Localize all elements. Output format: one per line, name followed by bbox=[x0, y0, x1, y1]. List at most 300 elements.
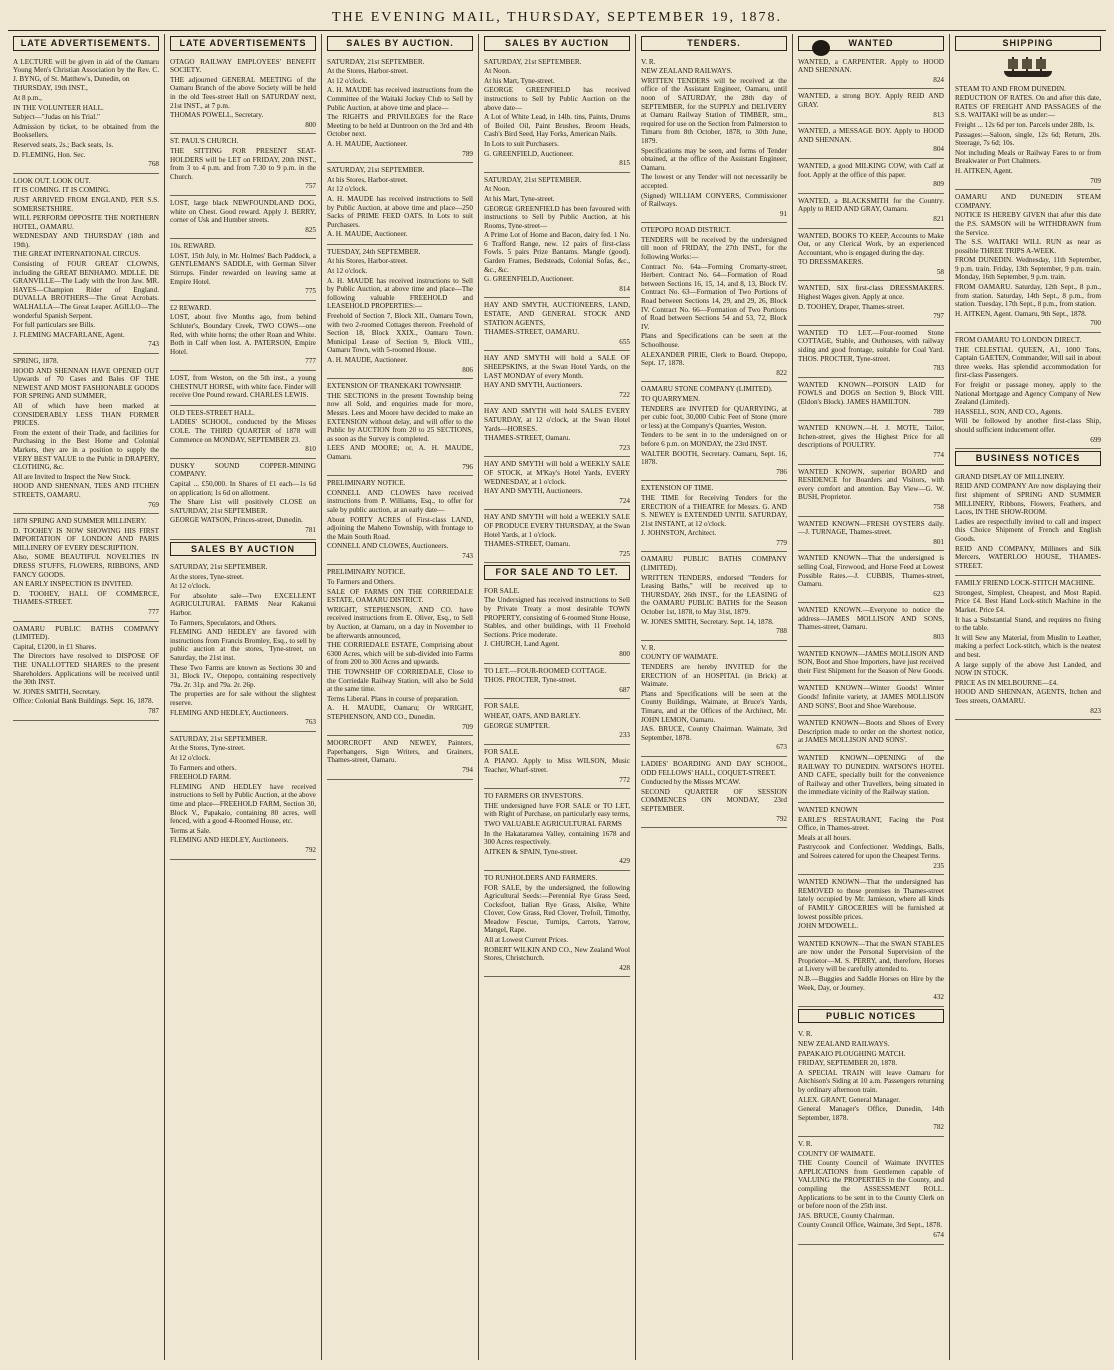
ad-line: WEDNESDAY AND THURSDAY (18th and 19th). bbox=[13, 232, 159, 249]
ad-number: 724 bbox=[619, 496, 630, 505]
ad-line: NOTICE IS HEREBY GIVEN that after this date the P.S. SAMSON will be WITHDRAWN from the Service. bbox=[955, 211, 1101, 237]
ad-line: 10s. REWARD. bbox=[170, 242, 216, 251]
ad-line: LOST, from Weston, on the 5th inst., a young CHESTNUT HORSE, with white face. Finder will receive One Pound reward. CHARLES LEWIS. bbox=[170, 374, 316, 400]
ad-line: To Farmers, Speculators, and Others. bbox=[170, 618, 277, 627]
ad-line: General Manager's Office, Dunedin, 14th September, 1878. bbox=[798, 1105, 944, 1122]
ad-number: 814 bbox=[619, 284, 630, 293]
ad-line: WANTED KNOWN—That the SWAN STABLES are now under the Personal Supervision of the Proprietor—M. S. PERRY, and, therefore, Horses at Livery will be carefully attended to. bbox=[798, 939, 944, 974]
ad-line: A LECTURE will be given in aid of the Oamaru Young Men's Christian Association by the Rev. C. J. BYNG, of St. Matthew's, Dunedin, on bbox=[13, 57, 159, 83]
ad-line: SATURDAY, 21st SEPTEMBER. bbox=[484, 57, 582, 66]
ad-line: G. GREENFIELD, Auctioneer. bbox=[484, 149, 574, 158]
ad-line: Consisting of FOUR GREAT CLOWNS, including the GREAT BENHAMO. MDLLE. DE GRANVILLE—The Lady with the Iron Jaw. MR. HAYES—Champion Rider of England. DUVALLA BROTHERS—The Great Acrobats. WALHALLA—The Great Leaper. AGILLO—The wonderful Spanish Serpent. bbox=[13, 260, 159, 320]
ad-line: Terms Liberal. Plans in course of preparation. bbox=[327, 694, 459, 703]
ad-line: WANTED TO LET.—Four-roomed Stone COTTAGE, Stable, and Outhouses, with railway siding and good frontage, suitable for Coal Yard. THOS. PROCTER, Tyne-street. bbox=[798, 328, 944, 363]
advertisement bbox=[641, 382, 787, 481]
ad-line: OTAGO RAILWAY EMPLOYEES' BENEFIT SOCIETY. bbox=[170, 57, 316, 75]
ad-line: V. R. bbox=[798, 1139, 813, 1148]
ad-line: A. H. MAUDE, Auctioneer. bbox=[327, 139, 408, 148]
ad-line: A large supply of the above Just Landed, and NOW IN STOCK. bbox=[955, 660, 1101, 678]
advertisement bbox=[955, 576, 1101, 720]
ad-number: 709 bbox=[462, 722, 473, 731]
ad-line: THURSDAY, 19th INST., bbox=[13, 84, 88, 93]
ad-line: THE TOWNSHIP OF CORRIEDALE, Close to the Corriedale Railway Station, will also be Sold at the same time. bbox=[327, 668, 473, 694]
ad-line: WANTED KNOWN—POISON LAID for FOWLS and DOGS on Section 9, Block VIII. (Eldon's Block). JAMES HAMILTON. bbox=[798, 380, 944, 406]
advertisement bbox=[641, 757, 787, 828]
ad-number: 800 bbox=[305, 120, 316, 129]
advertisement bbox=[170, 196, 316, 239]
advertisement bbox=[484, 664, 630, 700]
ad-line: WANTED, a good MILKING COW, with Calf at foot. Apply at the office of this paper. bbox=[798, 161, 944, 179]
section-header: SALES BY AUCTION bbox=[170, 542, 316, 557]
advertisement bbox=[170, 371, 316, 406]
ad-line: At the Stores, Harbor-street. bbox=[327, 67, 409, 76]
ad-line: £2 REWARD. bbox=[170, 303, 212, 312]
ad-line: FROM OAMARU TO LONDON DIRECT. bbox=[955, 336, 1082, 345]
advertisement bbox=[641, 552, 787, 640]
ad-number: 233 bbox=[619, 731, 630, 740]
ad-line: FOR SALE. bbox=[484, 586, 520, 595]
advertisement bbox=[170, 406, 316, 459]
ad-line: A. H. MAUDE has received instructions to Sell by Public Auction, at above time and place—The following valuable FREEHOLD and LEASEHOLD PROPERTIES:— bbox=[327, 276, 473, 311]
ad-line: Capital, £1200, in £1 Shares. bbox=[13, 642, 97, 651]
newspaper-column bbox=[165, 34, 322, 1360]
newspaper-column bbox=[793, 34, 950, 1360]
ad-line: WILL PERFORM OPPOSITE THE NORTHERN HOTEL, OAMARU. bbox=[13, 214, 159, 231]
advertisement bbox=[955, 190, 1101, 333]
advertisement bbox=[798, 751, 944, 803]
advertisement bbox=[798, 378, 944, 421]
ad-line: WANTED KNOWN—That the undersigned is selling Coal, Firewood, and Horse Feed at Lowest Possible Rates.—J. CUBBIS, Thames-street, Oamaru. bbox=[798, 554, 944, 589]
ink-blot bbox=[812, 40, 830, 56]
newspaper-column bbox=[950, 34, 1106, 1360]
ad-line: All of which have been marked at CONSIDERABLY LESS THAN FORMER PRICES. bbox=[13, 401, 159, 428]
ad-line: In the Hakataramea Valley, containing 1678 and 300 Acres respectively. bbox=[484, 829, 630, 847]
ad-line: EXTENSION OF TIME. bbox=[641, 484, 714, 493]
advertisement bbox=[798, 194, 944, 229]
advertisement bbox=[798, 1137, 944, 1245]
ad-line: THE adjourned GENERAL MEETING of the Oamaru Branch of the above Society will be held in the old Tees-street Hall on SATURDAY next, 21st INST., at 7 p.m. bbox=[170, 75, 316, 110]
advertisement bbox=[798, 551, 944, 603]
ad-line: The lowest or any Tender will not necessarily be accepted. bbox=[641, 173, 787, 190]
advertisement bbox=[170, 732, 316, 860]
ad-line: HASSELL, SON, AND CO., Agents. bbox=[955, 407, 1063, 416]
section-header: TENDERS. bbox=[641, 36, 787, 51]
ad-line: HAY AND SMYTH will hold SALES EVERY SATURDAY, at 12 o'clock, at the Swan Hotel Yards—HORSES. bbox=[484, 407, 630, 433]
advertisement bbox=[798, 229, 944, 282]
ad-line: COUNTY OF WAIMATE. bbox=[798, 1149, 876, 1158]
advertisement bbox=[955, 333, 1101, 449]
ad-line: Freight ... 12s 6d per ton. Parcels under 28lb, 1s. bbox=[955, 120, 1095, 129]
newspaper-column bbox=[322, 34, 479, 1360]
ad-number: 788 bbox=[776, 627, 787, 636]
ad-number: 723 bbox=[619, 443, 630, 452]
ad-line: LADIES' BOARDING AND DAY SCHOOL, ODD FELLOWS' HALL, COQUET-STREET. bbox=[641, 759, 787, 777]
ad-line: WANTED, SIX first-class DRESSMAKERS. Highest Wages given. Apply at once. bbox=[798, 284, 944, 302]
advertisement bbox=[955, 82, 1101, 191]
ad-line: D. TOOHEY, HALL OF COMMERCE, THAMES-STREET. bbox=[13, 589, 159, 607]
ad-number: 821 bbox=[933, 214, 944, 223]
ad-number: 722 bbox=[619, 390, 630, 399]
ad-number: 803 bbox=[933, 633, 944, 642]
advertisement bbox=[484, 510, 630, 563]
ad-number: 673 bbox=[776, 743, 787, 752]
section-header: WANTED bbox=[798, 36, 944, 51]
ad-line: LOOK OUT. LOOK OUT. bbox=[13, 176, 91, 185]
advertisement bbox=[798, 421, 944, 464]
advertisement bbox=[484, 871, 630, 978]
ad-line: SATURDAY, 21st SEPTEMBER. bbox=[327, 166, 425, 175]
ad-line: STEAM TO AND FROM DUNEDIN. bbox=[955, 84, 1066, 93]
ad-line: For freight or passage money, apply to the National Mortgage and Agency Company of New Zealand (Limited). bbox=[955, 381, 1101, 407]
ad-line: NEW ZEALAND RAILWAYS. bbox=[641, 67, 733, 76]
ad-line: Will be followed by another first-class Ship, should sufficient inducement offer. bbox=[955, 417, 1101, 434]
ad-number: 815 bbox=[619, 159, 630, 168]
ad-line: Conducted by the Misses M'CAW. bbox=[641, 778, 741, 787]
ad-line: MOORCROFT AND NEWEY, Painters, Paperhangers, Sign Writers, and Grainers, Thames-street, Oamaru. bbox=[327, 739, 473, 765]
ad-line: TO QUARRYMEN. bbox=[641, 394, 700, 403]
ad-line: EXTENSION OF TRANEKAKI TOWNSHIP. bbox=[327, 382, 462, 391]
ad-line: FOR SALE. bbox=[484, 702, 520, 711]
ad-line: WANTED KNOWN—OPENING of the RAILWAY TO DUNEDIN. WATSON'S HOTEL AND CAFE, specially built for the convenience of Railway and other Travellers, being situated in the immediate vicinity of the Railway station. bbox=[798, 754, 944, 797]
ad-line: PAPAKAIO PLOUGHING MATCH. bbox=[798, 1049, 906, 1058]
advertisement bbox=[484, 457, 630, 510]
ad-line: HOOD AND SHENNAN, TEES AND ITCHEN STREETS, OAMARU. bbox=[13, 482, 159, 499]
ad-number: 687 bbox=[619, 685, 630, 694]
ad-line: WHEAT, OATS, AND BARLEY. bbox=[484, 712, 581, 720]
ad-line: Ladies are respectfully invited to call and inspect this Choice Shipment of French and English Goods. bbox=[955, 517, 1101, 543]
ad-line: GEORGE GREENFIELD has received instructions to Sell by Public Auction on the above date— bbox=[484, 86, 630, 112]
ad-number: 823 bbox=[1090, 706, 1101, 715]
advertisement bbox=[327, 476, 473, 565]
ad-line: J. JOHNSTON, Architect. bbox=[641, 529, 717, 538]
ad-line: Meals at all hours. bbox=[798, 833, 852, 842]
ad-line: WANTED KNOWN.—H. J. MOTE, Tailor, Itchen-street, gives the Highest Price for all descriptions of POULTRY. bbox=[798, 424, 944, 450]
ad-line: These Two Farms are known as Sections 30 and 31, Block IV., Otepopo, containing respectively 79a. 2r. 31p. and 79a. 2r. 26p. bbox=[170, 663, 316, 689]
ad-line: THE CELESTIAL QUEEN, A1, 1000 Tons, Captain GAETEN, Commander, Will sail in about three weeks. Has splendid accommodation for first-class Passengers. bbox=[955, 345, 1101, 380]
ad-number: 429 bbox=[619, 857, 630, 866]
ad-number: 792 bbox=[776, 814, 787, 823]
ad-line: OLD TEES-STREET HALL. bbox=[170, 408, 255, 417]
ad-line: PRELIMINARY NOTICE. bbox=[327, 479, 406, 488]
ad-line: HAY AND SMYTH, Auctioneers. bbox=[484, 381, 583, 390]
ad-number: 757 bbox=[305, 182, 316, 191]
section-header: LATE ADVERTISEMENTS. bbox=[13, 36, 159, 51]
advertisement bbox=[170, 55, 316, 135]
ad-line: ALEX. GRANT, General Manager. bbox=[798, 1095, 901, 1104]
ad-line: FLEMING AND HEDLEY have received instructions to Sell by Public Auction, at the above time and place—FREEHOLD FARM, Section 30, Block V., Papakaio, containing 80 acres, well fenced, with a good 4-Roomed House, etc. bbox=[170, 782, 316, 826]
ad-line: PRICE AS IN MELBOURNE—£4. bbox=[955, 678, 1059, 687]
ad-line: OAMARU PUBLIC BATHS COMPANY (LIMITED). bbox=[641, 555, 787, 573]
ad-line: Reserved seats, 2s.; Back seats, 1s. bbox=[13, 140, 114, 149]
ad-line: Freehold of Section 7, Block XII., Oamaru Town, with two 2-roomed Cottages thereon. Freehold of Section 18, Block XXIX., Oamaru Town. Municipal Lease of Section 9, Block VIII., Oamaru Town, with 5-roomed House. bbox=[327, 312, 473, 355]
ad-line: THE TIME for Receiving Tenders for the ERECTION of a THEATRE for Messrs. G. AND S. NEWEY is EXTENDED UNTIL SATURDAY, 21st INSTANT, at 12 o'clock. bbox=[641, 493, 787, 528]
ad-line: W. JONES SMITH, Secretary. bbox=[13, 687, 101, 696]
advertisement bbox=[170, 239, 316, 301]
ad-line: H. AITKEN, Agent. Oamaru, 9th Sept., 1878. bbox=[955, 309, 1087, 318]
ad-number: 725 bbox=[619, 549, 630, 558]
ad-line: JAS. BRUCE, County Chairman. Waimate, 3rd September, 1878. bbox=[641, 725, 787, 742]
ad-line: The properties are for sale without the slightest reserve. bbox=[170, 690, 316, 707]
ad-line: To Farmers and Others. bbox=[327, 578, 395, 587]
ad-line: J. FLEMING MACFARLANE, Agent. bbox=[13, 330, 125, 339]
advertisement bbox=[170, 459, 316, 540]
ad-line: WANTED KNOWN—FRESH OYSTERS daily.—J. TURNAGE, Thames-street. bbox=[798, 519, 944, 537]
ad-line: PRELIMINARY NOTICE. bbox=[327, 568, 406, 577]
ad-line: WANTED, a strong BOY. Apply REID AND GRAY. bbox=[798, 92, 944, 109]
ad-line: Not including Meals or Railway Fares to or from Breakwater or Port Chalmers. bbox=[955, 148, 1101, 166]
ad-line: OAMARU PUBLIC BATHS COMPANY (LIMITED). bbox=[13, 624, 159, 642]
ad-line: WRIGHT, STEPHENSON, AND CO. have received instructions from E. Oliver, Esq., to Sell by Auction, at Oamaru, on a day in November to be afterwards announced, bbox=[327, 605, 473, 640]
advertisement bbox=[798, 875, 944, 937]
ad-line: WANTED KNOWN.—Everyone to notice the address—JAMES MOLLISON AND SONS, Thames-street, Oamaru. bbox=[798, 606, 944, 632]
ad-line: WANTED KNOWN—Boots and Shoes of Every Description made to order on the shortest notice, at JAMES MOLLISON AND SONS'. bbox=[798, 719, 944, 745]
advertisement bbox=[13, 174, 159, 354]
ad-line: LADIES' SCHOOL, conducted by the Misses COLE. The THIRD QUARTER of 1878 will Commence on MONDAY, SEPTEMBER 23. bbox=[170, 418, 316, 444]
advertisement bbox=[327, 245, 473, 379]
ad-line: At his Stores, Harbor-street. bbox=[327, 257, 408, 266]
advertisement bbox=[327, 379, 473, 476]
ad-number: 700 bbox=[1090, 319, 1101, 328]
advertisement bbox=[484, 55, 630, 173]
ad-number: 763 bbox=[305, 718, 316, 727]
ad-line: AN EARLY INSPECTION IS INVITED. bbox=[13, 580, 133, 589]
ad-line: Specifications may be seen, and forms of Tender obtained, at the office of the Assistant Engineer, Oamaru. bbox=[641, 146, 787, 172]
advertisement bbox=[641, 55, 787, 224]
ad-line: REDUCTION OF RATES. On and after this date, RATES OF FREIGHT AND PASSAGES of the S.S. WAITAKI will be as under:— bbox=[955, 94, 1101, 120]
ad-line: THE County Council of Waimate INVITES APPLICATIONS from Gentlemen capable of VALUING the PROPERTIES in the County, and compiling the ASSESSMENT ROLL. Applications to be sent in to the County Clerk on or before noon of the 25th inst. bbox=[798, 1159, 944, 1211]
ad-line: GEORGE SUMPTER. bbox=[484, 721, 550, 730]
advertisement bbox=[13, 622, 159, 721]
ad-number: 775 bbox=[305, 287, 316, 296]
advertisement bbox=[484, 789, 630, 871]
ad-line: EARLE'S RESTAURANT, Facing the Post Office, in Thames-street. bbox=[798, 815, 944, 833]
ad-line: At his Mart, Tyne-street. bbox=[484, 76, 555, 85]
advertisement bbox=[170, 134, 316, 196]
ad-line: (Signed) WILLIAM CONYERS, Commissioner of Railways. bbox=[641, 191, 787, 209]
ad-line: SECOND QUARTER OF SESSION COMMENCES ON MONDAY, 23rd SEPTEMBER. bbox=[641, 787, 787, 813]
advertisement bbox=[798, 681, 944, 716]
ad-line: JUST ARRIVED FROM ENGLAND, PER S.S. SOMERSETSHIRE. bbox=[13, 195, 159, 213]
section-header: SALES BY AUCTION. bbox=[327, 36, 473, 51]
ad-line: THOMAS POWELL, Secretary. bbox=[170, 111, 264, 120]
ad-line: TUESDAY, 24th SEPTEMBER. bbox=[327, 247, 421, 256]
advertisement bbox=[798, 55, 944, 90]
ad-line: Capital ... £50,000. In Shares of £1 each—1s 6d on application; 1s 6d on allotment. bbox=[170, 479, 316, 497]
ad-line: W. JONES SMITH, Secretary. Sept. 14, 1878. bbox=[641, 617, 774, 626]
ad-line: THE SECTIONS in the present Township being now all Sold, and enquiries made for more, Messrs. Lees and Moore have decided to make an EXTENSION without delay, and will offer to the Public by AUCTION from 20 to 25 SECTIONS, as soon as the Survey is completed. bbox=[327, 391, 473, 443]
ad-line: LEES AND MOORE; or, A. H. MAUDE, Oamaru. bbox=[327, 444, 473, 461]
ad-line: FOR SALE, by the undersigned, the following Agricultural Seeds:—Perennial Rye Grass Seed, Cocksfoot, Italian Rye Grass, Alsike, White Clover, Cow Grass, Red Clover, Trefoil, Timothy, Meadow Fescue, Turnips, Carrots, Yarrow, Mangel, Rape. bbox=[484, 883, 630, 935]
ad-line: ALEXANDER PIRIE, Clerk to Board. Otepopo, Sept. 17, 1878. bbox=[641, 350, 787, 368]
ad-line: THE undersigned have FOR SALE or TO LET, with Right of Purchase, on particularly easy terms, bbox=[484, 801, 630, 819]
ship-illustration bbox=[998, 55, 1058, 79]
ad-line: Pastrycook and Confectioner. Weddings, Balls, and Soirees catered for upon the Cheapest Terms. bbox=[798, 843, 944, 860]
ad-line: To Farmers and others. bbox=[170, 763, 237, 772]
advertisement bbox=[798, 281, 944, 325]
ad-line: Admission by ticket, to be obtained from the Booksellers. bbox=[13, 122, 159, 140]
ad-line: SATURDAY, 21st SEPTEMBER. bbox=[170, 563, 268, 572]
newspaper-column bbox=[479, 34, 636, 1360]
ad-line: FREEHOLD FARM. bbox=[170, 773, 231, 782]
ad-line: Subject—"Judas on his Trial." bbox=[13, 113, 100, 122]
ad-line: Strongest, Simplest, Cheapest, and Most Rapid. Price £4. Best Hand Lock-stitch Machine in the Market. Price £4. bbox=[955, 588, 1101, 615]
ad-line: DUSKY SOUND COPPER-MINING COMPANY. bbox=[170, 461, 316, 479]
ad-number: 783 bbox=[933, 364, 944, 373]
ad-line: TO RUNHOLDERS AND FARMERS. bbox=[484, 873, 598, 882]
ad-line: GEORGE GREENFIELD has been favoured with instructions to Sell by Public Auction, at his Rooms, Tyne-street— bbox=[484, 204, 630, 230]
ad-line: WALTER BOOTH, Secretary. Oamaru, Sept. 16, 1878. bbox=[641, 449, 787, 467]
ad-line: WANTED, a CARPENTER. Apply to HOOD AND SHENNAN. bbox=[798, 57, 944, 75]
section-header: LATE ADVERTISEMENTS bbox=[170, 36, 316, 51]
ad-line: TO LET.—FOUR-ROOMED COTTAGE. bbox=[484, 666, 607, 675]
ad-line: REID AND COMPANY, Milliners and Silk Mercers, WATERLOO HOUSE, THAMES-STREET. bbox=[955, 544, 1101, 570]
ad-line: FROM DUNEDIN. Wednesday, 11th September, 9 p.m. train. Friday, 13th September, 9 p.m. train. Monday, 16th September, 9 p.m. train. bbox=[955, 256, 1101, 282]
ad-line: A. H. MAUDE has received instructions from the Committee of the Waitaki Jockey Club to Sell by Public Auction, at above time and place— bbox=[327, 86, 473, 112]
ad-number: 797 bbox=[933, 312, 944, 321]
ad-line: All are Invited to Inspect the New Stock. bbox=[13, 472, 131, 481]
ad-number: 787 bbox=[148, 706, 159, 715]
ad-line: WRITTEN TENDERS will be received at the office of the Assistant Engineer, Oamaru, until noon of SATURDAY, the 28th day of SEPTEMBER, for the SUPPLY and DELIVERY at Oamaru Railway Station of TIMBER, stm., required for use on the Section from Palmerston to Timaru from 8th October, 1878, to 30th June, 1879. bbox=[641, 76, 787, 145]
ad-line: G. GREENFIELD, Auctioneer. bbox=[484, 275, 574, 284]
ad-line: D. FLEMING, Hon. Sec. bbox=[13, 150, 86, 159]
ad-line: WANTED KNOWN—JAMES MOLLISON AND SON, Boot and Shoe Importers, have just received their First Shipment for the Season of New Goods. bbox=[798, 649, 944, 675]
ad-line: J. CHURCH, Land Agent. bbox=[484, 640, 560, 649]
ad-number: 809 bbox=[933, 180, 944, 189]
ad-line: LOST, large black NEWFOUNDLAND DOG, white on Chest. Good reward. Apply J. BERRY, corner of Usk and Humber streets. bbox=[170, 198, 316, 225]
ad-number: 789 bbox=[462, 149, 473, 158]
ad-line: SATURDAY, 21st SEPTEMBER. bbox=[170, 734, 268, 743]
advertisement bbox=[484, 699, 630, 744]
ad-line: WRITTEN TENDERS, endorsed "Tenders for Leasing Baths," will be received up to THURSDAY, 26th INST., for the LEASING of the OAMARU PUBLIC BATHS for the Season October 1st, 1878, to May 31st, 1879. bbox=[641, 573, 787, 617]
ad-line: H. AITKEN, Agent. bbox=[955, 166, 1013, 175]
ad-line: HAY AND SMYTH, AUCTIONEERS, LAND, ESTATE, AND GENERAL STOCK AND STATION AGENTS, bbox=[484, 301, 630, 327]
ad-number: 769 bbox=[148, 500, 159, 509]
ad-line: The Directors have resolved to DISPOSE OF THE UNALLOTTED SHARES to the present Shareholders. Applications will be received until the 30th INST. bbox=[13, 652, 159, 687]
ad-line: OAMARU STONE COMPANY (LIMITED). bbox=[641, 385, 773, 394]
ad-line: A Prime Lot of Home and Bacon, dairy fed. 1 No. 6 Trafford Range, new. 12 pairs of first-class Fowls. 5 pairs Prize Bantams. Mangle (good). Garden Frames, Bedsteads, Colonial Sofas, &c., &c., &c. bbox=[484, 231, 630, 274]
ad-line: SPRING, 1878. bbox=[13, 357, 59, 365]
ad-line: AITKEN & SPAIN, Tyne-street. bbox=[484, 847, 578, 856]
ad-number: 789 bbox=[933, 407, 944, 416]
ad-number: 709 bbox=[1090, 176, 1101, 185]
advertisement bbox=[484, 404, 630, 457]
advertisement bbox=[13, 354, 159, 514]
ad-line: TENDERS will be received by the undersigned till noon of FRIDAY, the 27th INST., for the following Works:— bbox=[641, 235, 787, 262]
newspaper-column bbox=[8, 34, 165, 1360]
ad-number: 824 bbox=[933, 75, 944, 84]
ad-line: D. TOOHEY, Draper, Thames-street. bbox=[798, 302, 905, 311]
ad-line: THAMES-STREET, Oamaru. bbox=[484, 434, 571, 443]
ad-line: JAS. BRUCE, County Chairman. bbox=[798, 1211, 895, 1220]
ad-number: 58 bbox=[936, 267, 944, 276]
ad-line: At 12 o'clock. bbox=[327, 267, 368, 276]
ad-number: 813 bbox=[933, 110, 944, 119]
ad-line: V. R. bbox=[798, 1030, 813, 1039]
ad-line: A. H. MAUDE has received instructions to Sell by Public Auction, at above time and place—250 Sacks of PRIME FEED OATS. In Lots to suit Purchasers. bbox=[327, 194, 473, 229]
advertisement bbox=[798, 803, 944, 875]
ad-line: 1878 SPRING AND SUMMER MILLINERY. bbox=[13, 517, 147, 526]
ad-line: V. R. bbox=[641, 57, 656, 66]
ad-number: 786 bbox=[776, 467, 787, 476]
advertisement bbox=[798, 1027, 944, 1137]
ad-line: FOR SALE. bbox=[484, 747, 520, 756]
ad-line: FLEMING AND HEDLEY, Auctioneers. bbox=[170, 708, 289, 717]
ad-line: Terms at Sale. bbox=[170, 826, 211, 835]
advertisement bbox=[170, 560, 316, 732]
ad-line: SALE OF FARMS ON THE CORRIEDALE ESTATE, OAMARU DISTRICT. bbox=[327, 587, 473, 605]
ad-line: At his Stores, Harbor-street. bbox=[327, 175, 408, 184]
ad-line: SATURDAY, 21st SEPTEMBER. bbox=[484, 175, 582, 184]
ad-number: 623 bbox=[933, 589, 944, 598]
ad-line: At the Stores, Tyne-street. bbox=[170, 744, 246, 753]
ad-line: Contract No. 64a—Forming Cromarty-street, Herbert. Contract No. 64—Formation of Road between Sections 16, 15, 14, and 8, 13, Block IV. Contract No. 63—Formation of Two Portions of Road between Sections 14, 29, and 29, 26, Block IV. Contract No. 66—Formation of Two Portions of Road between Sections 54 and 53, 72, Block IV. bbox=[641, 262, 787, 331]
ad-line: TWO VALUABLE AGRICULTURAL FARMS bbox=[484, 819, 622, 828]
ad-line: TO DRESSMAKERS. bbox=[798, 258, 864, 267]
ad-line: Passages:—Saloon, single, 12s 6d; Return, 20s. Steerage, 7s 6d; 10s. bbox=[955, 130, 1101, 148]
ad-number: 796 bbox=[462, 462, 473, 471]
ad-line: IN THE VOLUNTEER HALL. bbox=[13, 103, 104, 112]
ad-line: ROBERT WILKIN AND CO., New Zealand Wool Stores, Christchurch. bbox=[484, 945, 630, 963]
ad-line: At 12 o'clock. bbox=[170, 582, 211, 591]
advertisement bbox=[798, 603, 944, 646]
advertisement bbox=[798, 647, 944, 682]
ad-number: 768 bbox=[148, 160, 159, 169]
advertisement bbox=[641, 641, 787, 757]
ad-number: 801 bbox=[933, 537, 944, 546]
ad-line: GRAND DISPLAY OF MILLINERY. bbox=[955, 472, 1065, 481]
section-header: FOR SALE AND TO LET. bbox=[484, 565, 630, 580]
ad-line: The S.S. WAITAKI WILL RUN as near as possible THREE TRIPS A-WEEK. bbox=[955, 238, 1101, 255]
advertisement bbox=[798, 465, 944, 517]
ad-line: HAY AND SMYTH, Auctioneers. bbox=[484, 487, 583, 496]
ad-line: At 8 p.m., bbox=[13, 93, 42, 102]
ad-line: WANTED, a MESSAGE BOY. Apply to HOOD AND SHENNAN. bbox=[798, 127, 944, 144]
advertisement bbox=[484, 173, 630, 299]
ad-line: N.B.—Buggies and Saddle Horses on Hire by the Week, Day, or Journey. bbox=[798, 975, 944, 992]
ad-line: COUNTY OF WAIMATE. bbox=[641, 653, 719, 662]
masthead: THE EVENING MAIL, THURSDAY, SEPTEMBER 19, 1878. bbox=[332, 10, 782, 25]
ad-line: A. H. MAUDE, Oamaru; Or WRIGHT, STEPHENSON, AND CO., Dunedin. bbox=[327, 704, 473, 721]
section-header: PUBLIC NOTICES bbox=[798, 1009, 944, 1024]
ad-line: The Undersigned has received instructions to Sell by Private Treaty a most desirable TOWN PROPERTY, consisting of 6-roomed Stone House, Stables, and other buildings, with 11 Freehold Sections. Price moderate. bbox=[484, 596, 630, 639]
ad-number: 777 bbox=[148, 608, 159, 617]
advertisement bbox=[13, 514, 159, 622]
ad-line: OTEPOPO ROAD DISTRICT. bbox=[641, 226, 731, 235]
ad-line: THE GREAT INTERNATIONAL CIRCUS. bbox=[13, 250, 141, 259]
ad-line: At Noon. bbox=[484, 67, 511, 76]
advertisement bbox=[798, 517, 944, 552]
ad-number: 825 bbox=[305, 225, 316, 234]
ad-line: The RIGHTS and PRIVILEGES for the Race Meeting to be held at Duntroon on the 3rd and 4th October next. bbox=[327, 113, 473, 139]
ad-line: At the stores, Tyne-street. bbox=[170, 572, 244, 581]
advertisement bbox=[955, 470, 1101, 577]
ad-line: HOOD AND SHENNAN HAVE OPENED OUT Upwards of 70 Cases and Bales OF THE NEWEST AND MOST FASHIONABLE GOODS FOR SPRING AND SUMMER, bbox=[13, 366, 159, 401]
ad-line: WANTED KNOWN—Winter Goods! Winter Goods! Infinite variety, at JAMES MOLLISON AND SONS', Boot and Shoe Warehouse. bbox=[798, 684, 944, 710]
newspaper-column bbox=[636, 34, 793, 1360]
ad-line: THE SITTING FOR PRESENT SEAT-HOLDERS will be LET on FRIDAY, 20th INST., from 3 to 4 p.m. and from 7.30 to 9 p.m. in the Church. bbox=[170, 146, 316, 181]
ad-line: WANTED, BOOKS TO KEEP, Accounts to Make Out, or any Clerical Work, by an experienced Accountant, who is engaged during the day. bbox=[798, 231, 944, 257]
advertisement bbox=[170, 301, 316, 371]
ad-number: 743 bbox=[148, 340, 159, 349]
advertisement bbox=[641, 481, 787, 552]
ad-line: At Noon. bbox=[484, 185, 511, 194]
advertisement bbox=[798, 124, 944, 159]
advertisement bbox=[327, 55, 473, 164]
ad-line: ST. PAUL'S CHURCH. bbox=[170, 137, 239, 146]
ad-line: At 12 o'clock. bbox=[327, 76, 368, 85]
ad-line: WANTED KNOWN bbox=[798, 805, 858, 814]
ad-line: THOS. PROCTER, Tyne-street. bbox=[484, 676, 577, 685]
